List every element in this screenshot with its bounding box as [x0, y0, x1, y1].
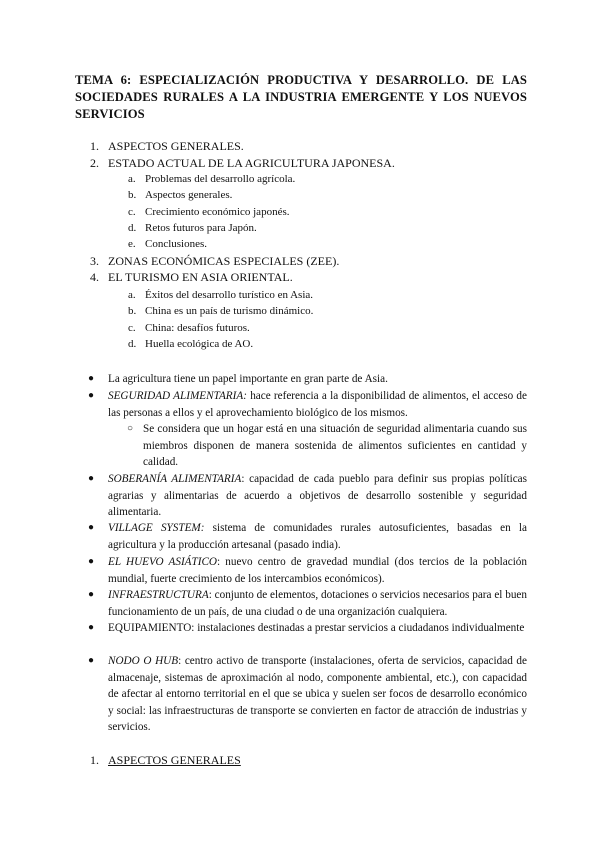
bullet-text [108, 620, 527, 637]
bullet-icon: ● [88, 556, 95, 567]
bullet-text [108, 388, 527, 421]
sub-item: Éxitos del desarrollo turístico en Asia. [145, 289, 314, 301]
bullet-text [108, 554, 527, 587]
sub-item: Conclusiones. [145, 238, 208, 250]
section-heading: ASPECTOS GENERALES [108, 753, 241, 767]
sub-item: Problemas del desarrollo agrícola. [145, 173, 296, 185]
sub-number: c. [128, 206, 136, 218]
title-line: SOCIEDADES RURALES A LA INDUSTRIA EMERGENTE Y LOS NUEVOS [75, 90, 527, 104]
sub-item: Retos futuros para Japón. [145, 222, 257, 234]
sub-item: China: desafíos futuros. [145, 322, 250, 334]
sub-number: a. [128, 173, 136, 185]
bullet-definition: : centro activo de transporte (instalaciones, oferta de servicios, capacidad de almacenaje, sistemas de aproximación al nodo, componente ambiental, etc.), con capacidad de afectar al entorno territorial en el que se ubica y suelen ser focos de desarrollo económico y social: las infraestructuras de transporte se convierten en factor de atracción de industrias y servicios. [108, 655, 527, 734]
outline-number: 1. [90, 139, 99, 153]
outline-number: 3. [90, 254, 99, 268]
bullet-definition: EQUIPAMIENTO: instalaciones destinadas a prestar servicios a ciudadanos individualmente [108, 622, 525, 634]
outline-item: ZONAS ECONÓMICAS ESPECIALES (ZEE). [108, 254, 340, 268]
bullet-text [108, 653, 527, 736]
sub-bullet-text [143, 421, 527, 471]
sub-bullet-content: Se considera que un hogar está en una situación de seguridad alimentaria cuando sus miembros disponen de manera sostenida de alimentos suficientes en cantidad y calidad. [143, 423, 527, 469]
bullet-icon: ● [88, 390, 95, 401]
bullet-term: NODO O HUB [108, 655, 179, 667]
outline-item: ASPECTOS GENERALES. [108, 139, 244, 153]
section-number: 1. [90, 753, 99, 767]
bullet-term: EL HUEVO ASIÁTICO [108, 556, 218, 568]
bullet-term: INFRAESTRUCTURA [108, 589, 209, 601]
bullet-definition: hace referencia a la disponibilidad de alimentos, el acceso de las personas a ellos y el aprovechamiento biológico de los mismos. [108, 390, 527, 419]
bullet-text [108, 471, 527, 521]
sub-number: b. [128, 189, 137, 201]
sub-item: Aspectos generales. [145, 189, 233, 201]
bullet-icon: ● [88, 373, 95, 384]
sub-item: Crecimiento económico japonés. [145, 206, 290, 218]
bullet-definition: sistema de comunidades rurales autosuficientes, basadas en la agricultura y la producción artesanal (pasado india). [108, 522, 527, 551]
bullet-definition: : nuevo centro de gravedad mundial (dos tercios de la población mundial, fuerte crecimiento de los intercambios económicos). [108, 556, 527, 585]
sub-number: b. [128, 305, 137, 317]
bullet-text [108, 520, 527, 553]
sub-number: a. [128, 289, 136, 301]
document-title [75, 72, 527, 123]
sub-number: e. [128, 238, 136, 250]
outline-number: 4. [90, 270, 99, 284]
bullet-icon: ● [88, 589, 95, 600]
bullet-definition: : capacidad de cada pueblo para definir sus propias políticas agrarias y alimentarias de acuerdo a objetivos de desarrollo sostenible y seguridad alimentaria. [108, 473, 527, 519]
sub-number: c. [128, 322, 136, 334]
title-line: TEMA 6: ESPECIALIZACIÓN PRODUCTIVA Y DESARROLLO. DE LAS [75, 73, 527, 87]
sub-number: d. [128, 338, 137, 350]
bullet-plain-text: La agricultura tiene un papel importante en gran parte de Asia. [108, 373, 388, 385]
bullet-term: SEGURIDAD ALIMENTARIA: [108, 390, 247, 402]
outline-item: ESTADO ACTUAL DE LA AGRICULTURA JAPONESA. [108, 156, 395, 170]
bullet-text [108, 371, 527, 388]
bullet-icon: ● [88, 473, 95, 484]
bullet-term: VILLAGE SYSTEM: [108, 522, 205, 534]
bullet-icon: ● [88, 522, 95, 533]
bullet-definition: : conjunto de elementos, dotaciones o servicios necesarios para el buen funcionamiento de un país, de una ciudad o de una organización cualquiera. [108, 589, 527, 618]
sub-item: China es un país de turismo dinámico. [145, 305, 314, 317]
outline-item: EL TURISMO EN ASIA ORIENTAL. [108, 270, 293, 284]
sub-number: d. [128, 222, 137, 234]
bullet-term: SOBERANÍA ALIMENTARIA [108, 473, 242, 485]
title-line: SERVICIOS [75, 107, 145, 121]
outline-number: 2. [90, 156, 99, 170]
sub-item: Huella ecológica de AO. [145, 338, 254, 350]
bullet-icon: ● [88, 655, 95, 666]
bullet-icon: ● [88, 622, 95, 633]
sub-bullet-icon: ○ [127, 423, 134, 434]
bullet-text [108, 587, 527, 620]
